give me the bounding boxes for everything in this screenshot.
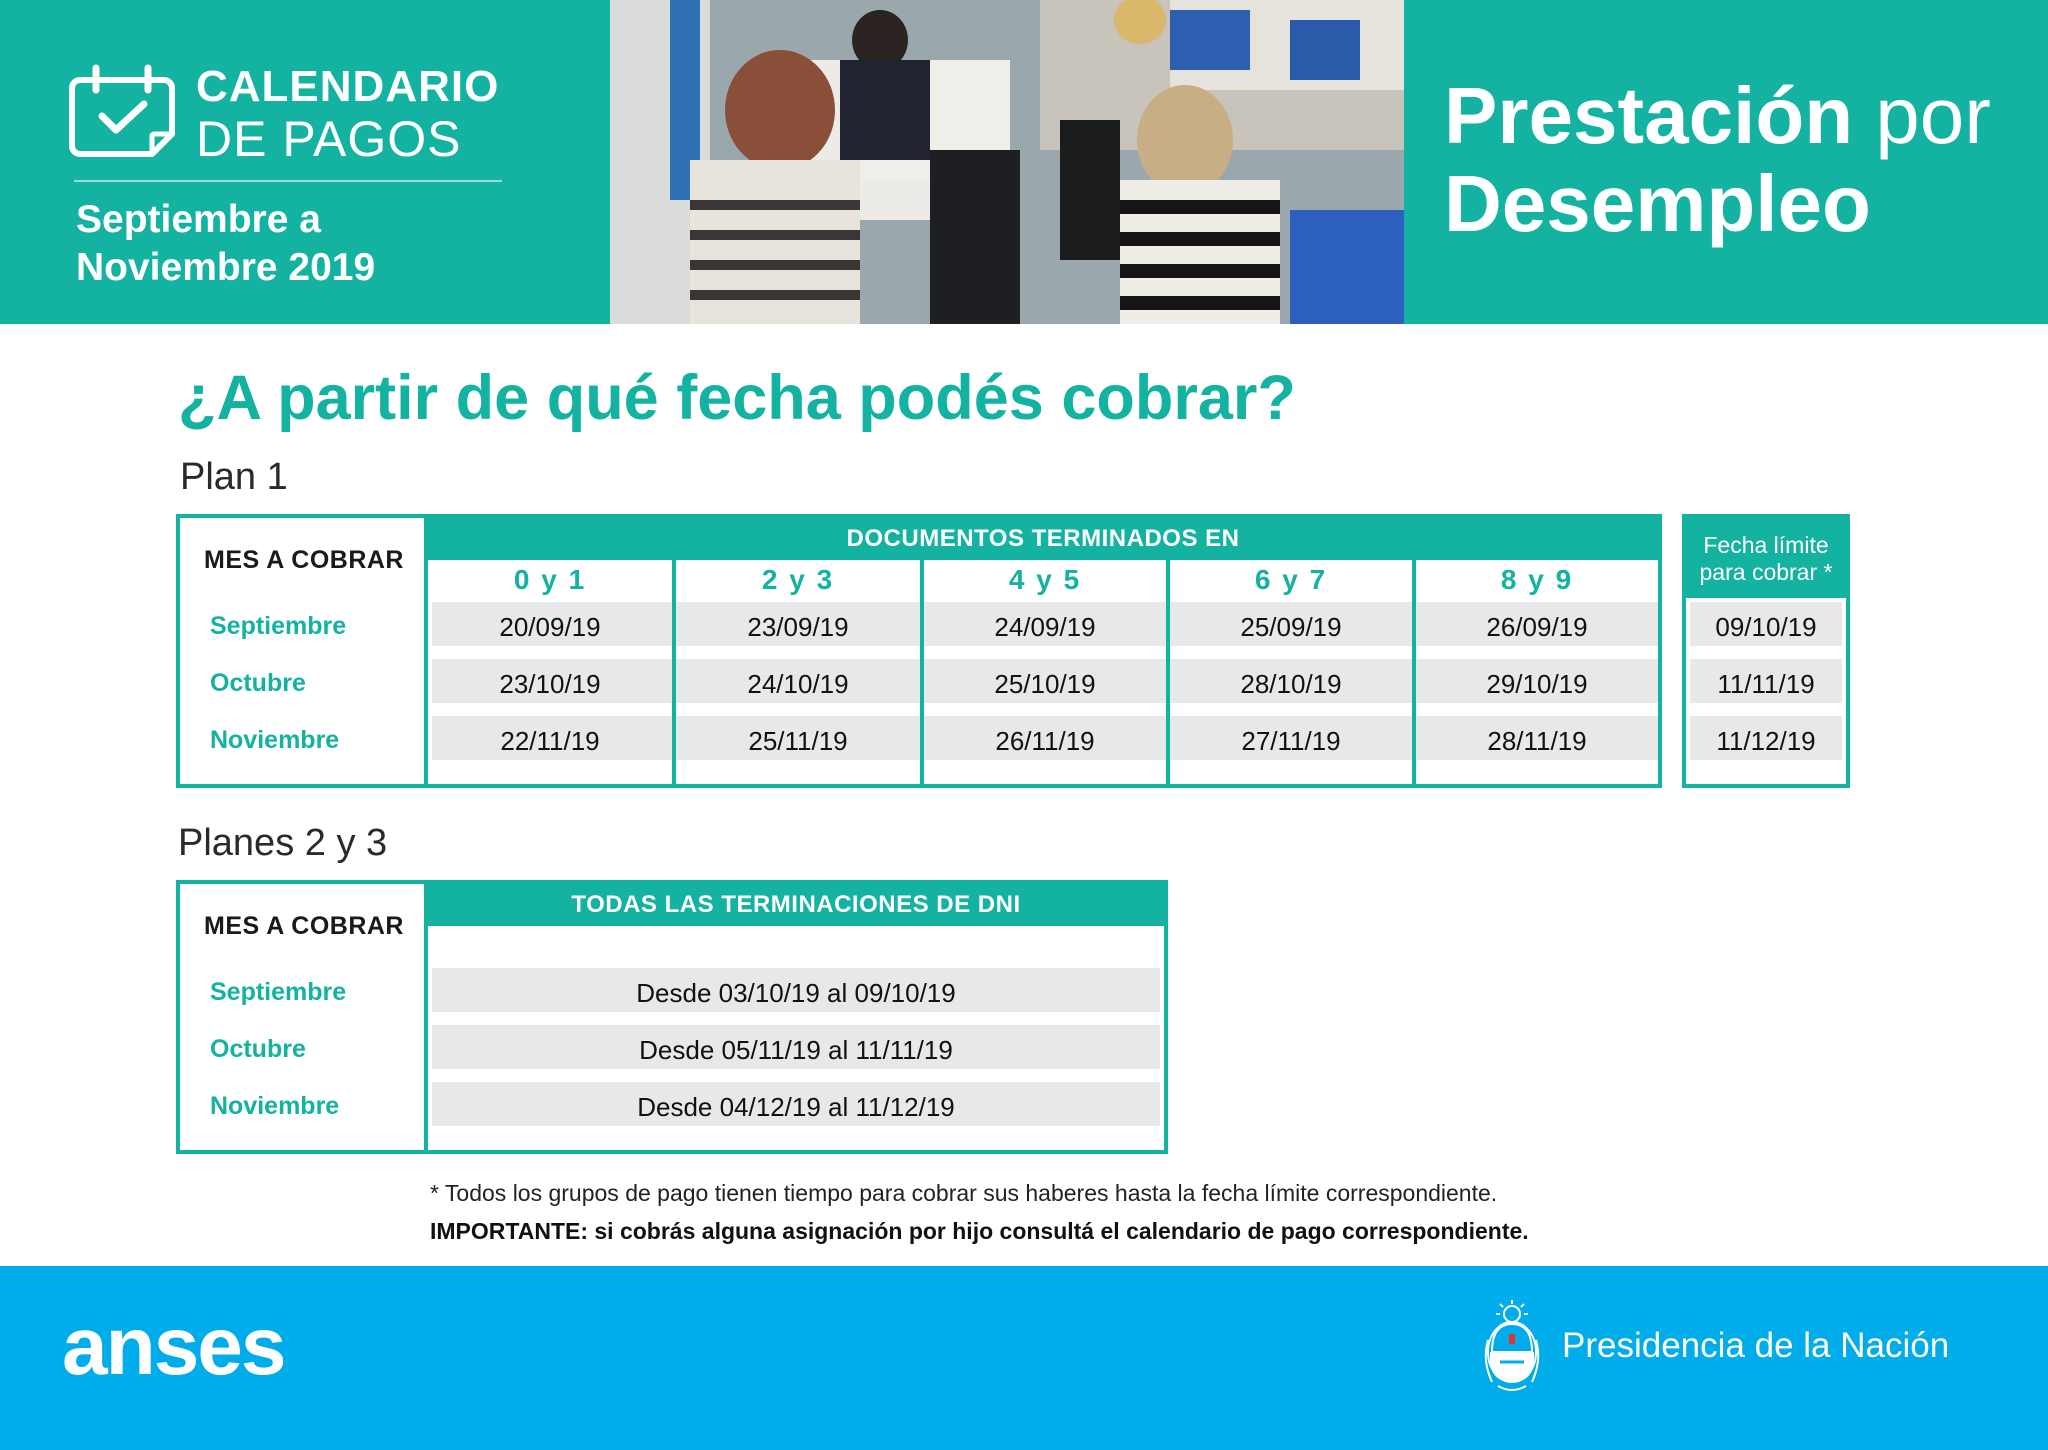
plan1-title: Plan 1 — [180, 456, 288, 498]
deadline-header — [1686, 518, 1846, 598]
deadline-header-line1: Fecha límite — [1703, 532, 1829, 558]
group-header-8-9: 8 y 9 — [1500, 564, 1574, 595]
month-october: Octubre — [210, 669, 306, 697]
plan1-group-header: DOCUMENTOS TERMINADOS EN — [428, 518, 1658, 560]
date-cell: 27/11/19 — [1241, 726, 1341, 756]
page-question: ¿A partir de qué fecha podés cobrar? — [178, 363, 1296, 433]
month-november: Noviembre — [210, 726, 340, 754]
date-cell: 24/10/19 — [747, 669, 849, 699]
group-header-6-7: 6 y 7 — [1254, 564, 1328, 595]
header-banner — [0, 0, 2048, 324]
date-cell: 25/09/19 — [1240, 612, 1342, 642]
office-photo — [610, 0, 1404, 324]
program-title-regular: por — [1875, 71, 1991, 160]
month-september: Septiembre — [210, 978, 347, 1006]
group-header-0-1: 0 y 1 — [513, 564, 587, 595]
month-november: Noviembre — [210, 1092, 340, 1120]
program-title — [1444, 72, 2024, 248]
date-cell: 24/09/19 — [994, 612, 1096, 642]
range-cell: Desde 03/10/19 al 09/10/19 — [636, 978, 956, 1008]
deadline-table — [1682, 514, 1850, 788]
group-header-2-3: 2 y 3 — [761, 564, 835, 595]
deadline-cell: 09/10/19 — [1715, 612, 1817, 642]
date-cell: 26/09/19 — [1486, 612, 1588, 642]
calendar-check-icon — [66, 58, 178, 158]
anses-logo: anses — [62, 1301, 285, 1392]
date-cell: 23/10/19 — [499, 669, 601, 699]
deadline-cell: 11/12/19 — [1716, 726, 1816, 756]
month-september: Septiembre — [210, 612, 347, 640]
date-cell: 28/10/19 — [1240, 669, 1342, 699]
header-divider — [74, 180, 502, 182]
program-title-bold2: Desempleo — [1444, 159, 1871, 248]
date-cell: 25/11/19 — [748, 726, 848, 756]
range-cell: Desde 04/12/19 al 11/12/19 — [637, 1092, 955, 1122]
group-header-4-5: 4 y 5 — [1008, 564, 1082, 595]
date-cell: 26/11/19 — [995, 726, 1095, 756]
national-seal-icon — [1478, 1300, 1546, 1396]
date-cell: 28/11/19 — [1487, 726, 1587, 756]
plan1-month-header: MES A COBRAR — [204, 546, 404, 574]
header-left-panel — [0, 0, 610, 324]
date-cell: 29/10/19 — [1486, 669, 1588, 699]
plan23-table — [176, 880, 1168, 1154]
deadline-header-line2: para cobrar * — [1699, 559, 1833, 585]
calendar-title-line1: CALENDARIO — [196, 62, 500, 111]
deadline-cell: 11/11/19 — [1717, 669, 1815, 699]
presidency-label: Presidencia de la Nación — [1562, 1326, 1950, 1365]
range-cell: Desde 05/11/19 al 11/11/19 — [639, 1035, 953, 1065]
date-cell: 20/09/19 — [499, 612, 601, 642]
month-october: Octubre — [210, 1035, 306, 1063]
period-label — [76, 196, 506, 292]
program-title-bold1: Prestación — [1444, 71, 1854, 160]
date-cell: 23/09/19 — [747, 612, 849, 642]
calendar-title-line2: DE PAGOS — [196, 111, 462, 167]
period-line2: Noviembre 2019 — [76, 246, 376, 289]
date-cell: 25/10/19 — [994, 669, 1096, 699]
plan1-table — [176, 514, 1662, 788]
date-cell: 22/11/19 — [500, 726, 600, 756]
plan23-title: Planes 2 y 3 — [178, 822, 388, 864]
footnote: * Todos los grupos de pago tienen tiempo para cobrar sus haberes hasta la fecha límite correspondiente. — [430, 1180, 1498, 1206]
plan23-month-header: MES A COBRAR — [204, 912, 404, 940]
plan23-group-header: TODAS LAS TERMINACIONES DE DNI — [428, 884, 1164, 926]
important-note: IMPORTANTE: si cobrás alguna asignación por hijo consultá el calendario de pago correspondiente. — [430, 1218, 1529, 1244]
period-line1: Septiembre a — [76, 198, 321, 241]
